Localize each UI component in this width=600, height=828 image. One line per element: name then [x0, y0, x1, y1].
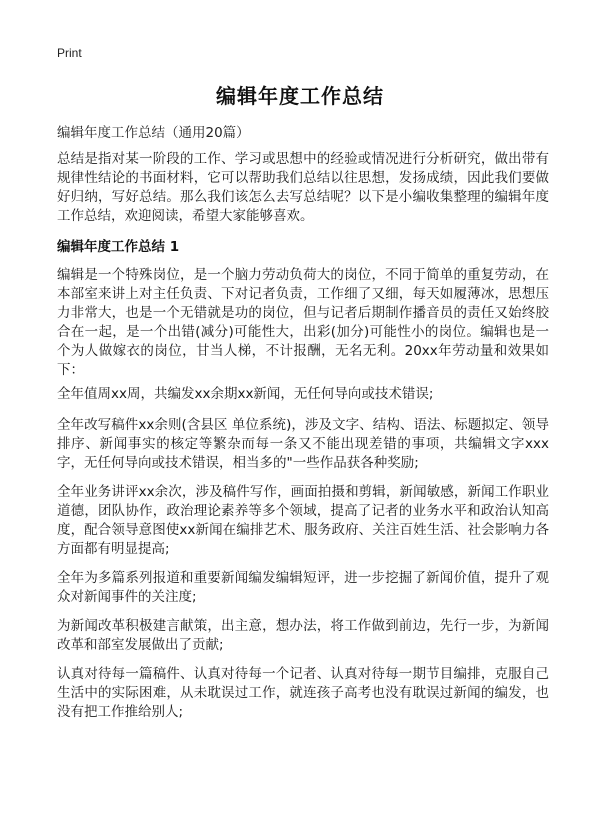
body-paragraph: 全年值周xx周，共编发xx余期xx新闻，无任何导向或技术错误; [57, 386, 434, 402]
body-paragraph: 全年为多篇系列报道和重要新闻编发编辑短评，进一步挖掘了新闻价值，提升了观众对新闻事件的关注度; [57, 570, 549, 605]
body-paragraph: 为新闻改革积极建言献策，出主意，想办法，将工作做到前边，先行一步，为新闻改革和部室发展做出了贡献; [57, 618, 549, 653]
document-subtitle: 编辑年度工作总结（通用20篇） [57, 125, 250, 141]
body-paragraph: 全年改写稿件xx余则(含县区 单位系统)，涉及文字、结构、语法、标题拟定、领导排序、新闻事实的核定等繁杂而每一条又不能出现差错的事项，共编辑文字xxx字，无任何导向或技术错误，相当多的"一些作品获各种奖励; [57, 417, 549, 471]
document-title: 编辑年度工作总结 [216, 84, 384, 108]
section-heading: 编辑年度工作总结 1 [57, 239, 180, 255]
body-paragraph: 认真对待每一篇稿件、认真对待每一个记者、认真对待每一期节目编排，克服自己生活中的实际困难，从未耽误过工作，就连孩子高考也没有耽误过新闻的编发，也没有把工作推给别人; [57, 666, 549, 720]
print-label: Print [57, 46, 82, 60]
intro-paragraph: 总结是指对某一阶段的工作、学习或思想中的经验或情况进行分析研究，做出带有规律性结论的书面材料，它可以帮助我们总结以往思想，发扬成绩，因此我们要做好归纳，写好总结。那么我们该怎么去写总结呢？以下是小编收集整理的编辑年度工作总结，欢迎阅读，希望大家能够喜欢。 [57, 151, 549, 224]
body-paragraph: 编辑是一个特殊岗位，是一个脑力劳动负荷大的岗位，不同于简单的重复劳动，在本部室来讲上对主任负责、下对记者负责，工作细了又细，每天如履薄冰，思想压力非常大，也是一个无错就是功的岗位，但与记者后期制作播音员的责任又始终胶合在一起，是一个出错(减分)可能性大，出彩(加分)可能性小的岗位。编辑也是一个为人做嫁衣的岗位，甘当人梯，不计报酬，无名无利。20xx年劳动量和效果如下： [57, 267, 549, 378]
body-paragraph: 全年业务讲评xx余次，涉及稿件写作，画面拍摄和剪辑，新闻敏感，新闻工作职业道德，团队协作，政治理论素养等多个领域，提高了记者的业务水平和政治认知高度，配合领导意图使xx新闻在编排艺术、服务政府、关注百姓生活、社会影响力各方面都有明显提高; [57, 484, 549, 557]
